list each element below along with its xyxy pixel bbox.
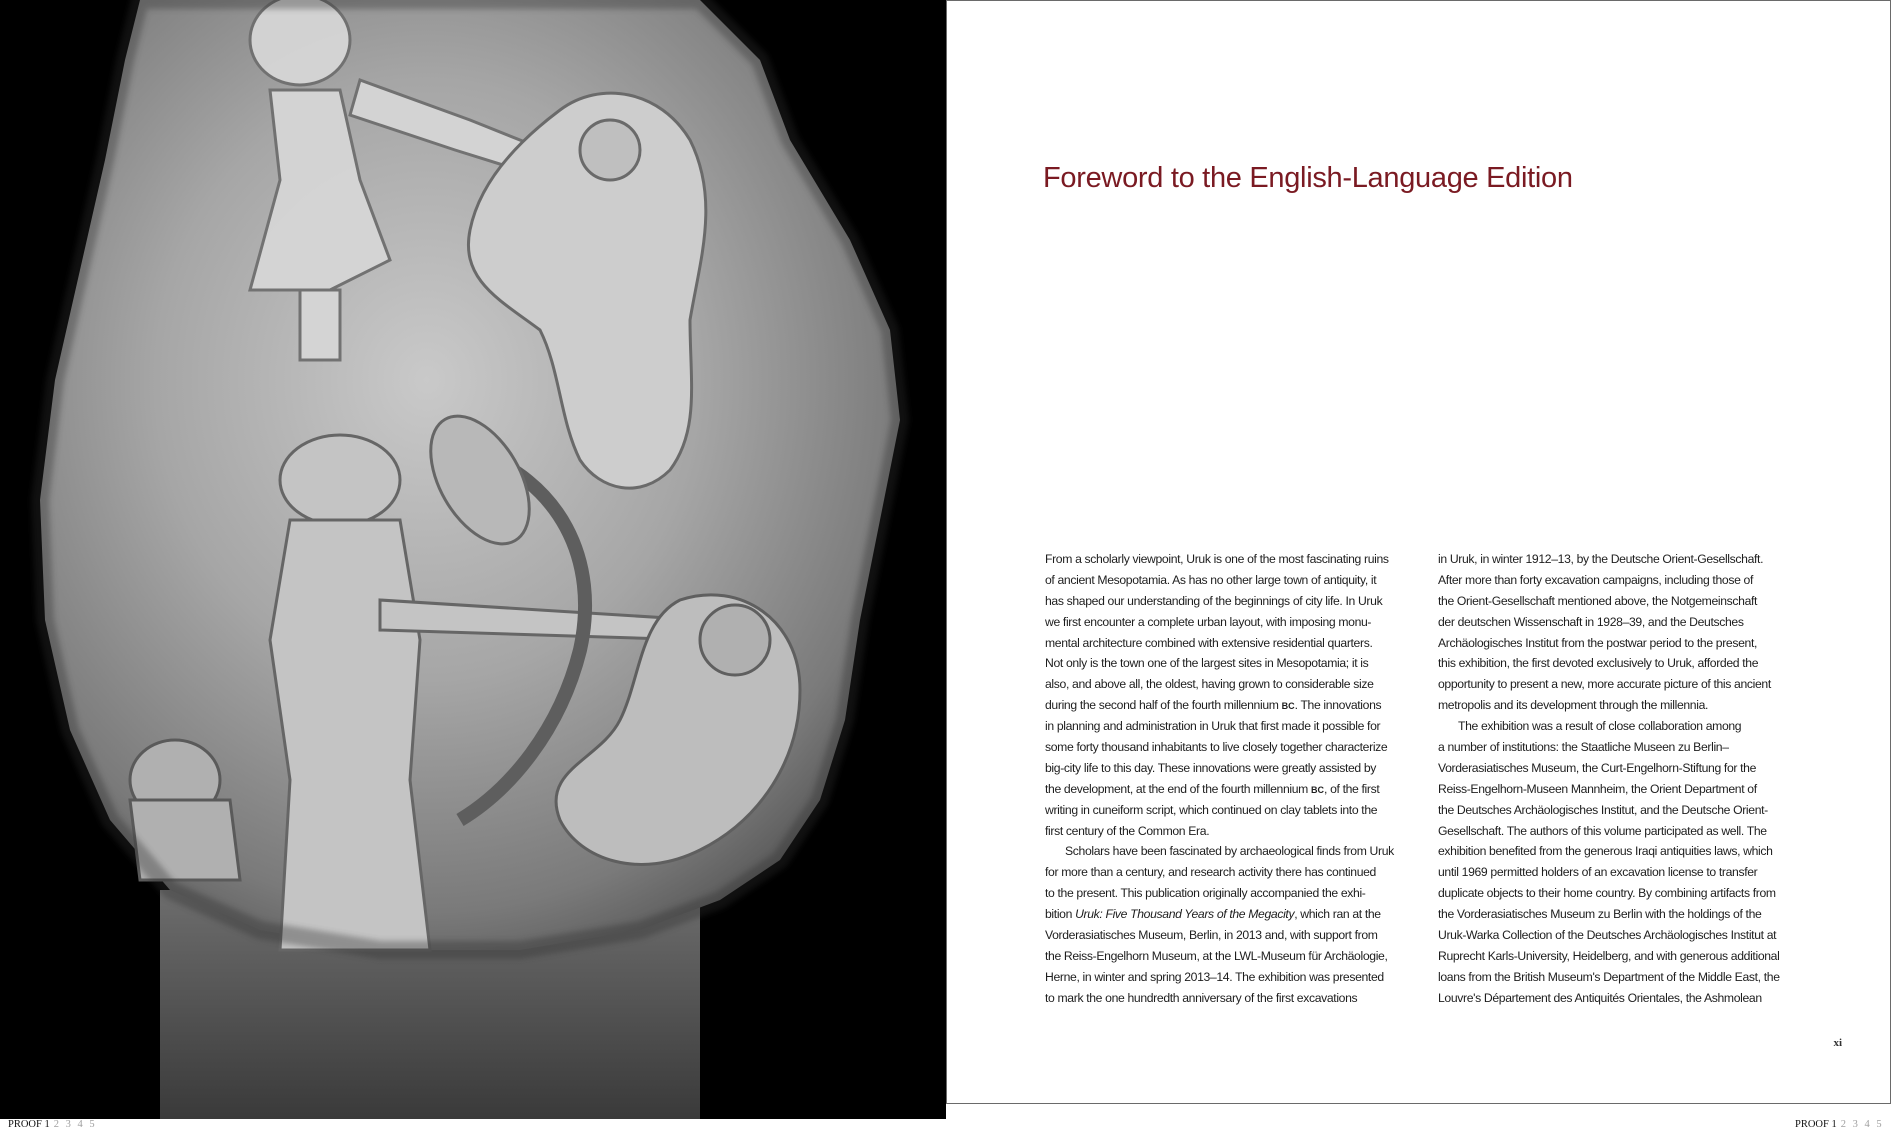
text-line: Herne, in winter and spring 2013–14. The exhibition was presented	[1045, 969, 1384, 984]
text-line: we first encounter a complete urban layout, with imposing monu-	[1045, 614, 1372, 629]
text-line: in planning and administration in Uruk that first made it possible for	[1045, 719, 1381, 734]
text-line: a number of institutions: the Staatliche Museen zu Berlin–	[1438, 740, 1729, 755]
text-line: this exhibition, the first devoted exclusively to Uruk, afforded the	[1438, 656, 1759, 671]
text-line: loans from the British Museum's Department of the Middle East, the	[1438, 969, 1780, 984]
text-line: the Reiss-Engelhorn Museum, at the LWL-Museum für Archäologie,	[1045, 948, 1388, 963]
text-line: Reiss-Engelhorn-Museen Mannheim, the Orient Department of	[1438, 781, 1757, 796]
text-column-left	[1045, 549, 1431, 1009]
proof-label-right	[1795, 1119, 1884, 1130]
text-line	[1045, 779, 1431, 800]
text-line: the Deutsches Archäologisches Institut, and the Deutsche Orient-	[1438, 802, 1768, 817]
text-fragment: , of the first	[1324, 781, 1380, 796]
text-line: Ruprecht Karls-University, Heidelberg, and with generous additional	[1438, 948, 1780, 963]
text-line: mental architecture combined with extensive residential quarters.	[1045, 635, 1373, 650]
text-line: to the present. This publication originally accompanied the exhi-	[1045, 886, 1366, 901]
text-line: to mark the one hundredth anniversary of the first excavations	[1045, 990, 1358, 1005]
proof-label-left	[8, 1119, 97, 1130]
text-line: first century of the Common Era.	[1045, 823, 1210, 838]
text-line: Not only is the town one of the largest sites in Mesopotamia; it is	[1045, 656, 1369, 671]
text-line: The exhibition was a result of close collaboration among	[1458, 719, 1742, 734]
text-line: After more than forty excavation campaigns, including those of	[1438, 572, 1753, 587]
page-title: Foreword to the English-Language Edition	[1043, 162, 1573, 194]
text-line: until 1969 permitted holders of an excavation license to transfer	[1438, 865, 1758, 880]
text-line: Uruk-Warka Collection of the Deutsches Archäologisches Institut at	[1438, 928, 1777, 943]
text-line: for more than a century, and research activity there has continued	[1045, 865, 1376, 880]
text-line: writing in cuneiform script, which continued on clay tablets into the	[1045, 802, 1378, 817]
text-line: metropolis and its development through the millennia.	[1438, 698, 1709, 713]
text-line: der deutschen Wissenschaft in 1928–39, and the Deutsches	[1438, 614, 1744, 629]
text-line: in Uruk, in winter 1912–13, by the Deutsche Orient-Gesellschaft.	[1438, 552, 1764, 566]
proof-numbers: 2 3 4 5	[1840, 1119, 1884, 1130]
text-line: of ancient Mesopotamia. As has no other large town of antiquity, it	[1045, 572, 1377, 587]
text-line: exhibition benefited from the generous Iraqi antiquities laws, which	[1438, 844, 1773, 859]
text-line	[1045, 695, 1431, 716]
proof-label: PROOF 1	[1795, 1119, 1837, 1130]
text-line: Scholars have been fascinated by archaeological finds from Uruk	[1065, 844, 1394, 859]
stele-relief-image	[0, 0, 946, 1119]
text-fragment: . The innovations	[1294, 698, 1382, 713]
text-line: the Vorderasiatisches Museum zu Berlin with the holdings of the	[1438, 907, 1762, 922]
small-caps-text: BC	[1281, 701, 1295, 712]
small-caps-text: BC	[1311, 784, 1325, 795]
italic-title: Uruk: Five Thousand Years of the Megacity	[1075, 907, 1295, 922]
text-line	[1045, 904, 1431, 925]
text-line: Louvre's Département des Antiquités Orientales, the Ashmolean	[1438, 990, 1762, 1005]
text-line: Archäologisches Institut from the postwar period to the present,	[1438, 635, 1758, 650]
foreword-page	[946, 0, 1891, 1104]
text-line: the Orient-Gesellschaft mentioned above, the Notgemeinschaft	[1438, 593, 1758, 608]
text-line: Vorderasiatisches Museum, the Curt-Engelhorn-Stiftung for the	[1438, 760, 1757, 775]
text-column-right	[1438, 549, 1824, 1009]
text-fragment: during the second half of the fourth millennium	[1045, 698, 1282, 713]
text-line: Gesellschaft. The authors of this volume participated as well. The	[1438, 823, 1767, 838]
text-fragment: the development, at the end of the fourth millennium	[1045, 781, 1312, 796]
text-line: opportunity to present a new, more accurate picture of this ancient	[1438, 677, 1771, 692]
text-line: also, and above all, the oldest, having grown to considerable size	[1045, 677, 1374, 692]
text-line: has shaped our understanding of the beginnings of city life. In Uruk	[1045, 593, 1383, 608]
stele-photograph	[0, 0, 946, 1119]
text-line: big-city life to this day. These innovations were greatly assisted by	[1045, 760, 1377, 775]
text-fragment: , which ran at the	[1294, 907, 1381, 922]
text-line: duplicate objects to their home country. By combining artifacts from	[1438, 886, 1776, 901]
text-line: Vorderasiatisches Museum, Berlin, in 2013 and, with support from	[1045, 928, 1378, 943]
proof-numbers: 2 3 4 5	[53, 1119, 97, 1130]
text-line: some forty thousand inhabitants to live closely together characterize	[1045, 740, 1388, 755]
text-fragment: bition	[1045, 907, 1076, 922]
proof-label: PROOF 1	[8, 1119, 50, 1130]
page-number: xi	[1833, 1037, 1842, 1049]
text-line: From a scholarly viewpoint, Uruk is one of the most fascinating ruins	[1045, 552, 1389, 566]
